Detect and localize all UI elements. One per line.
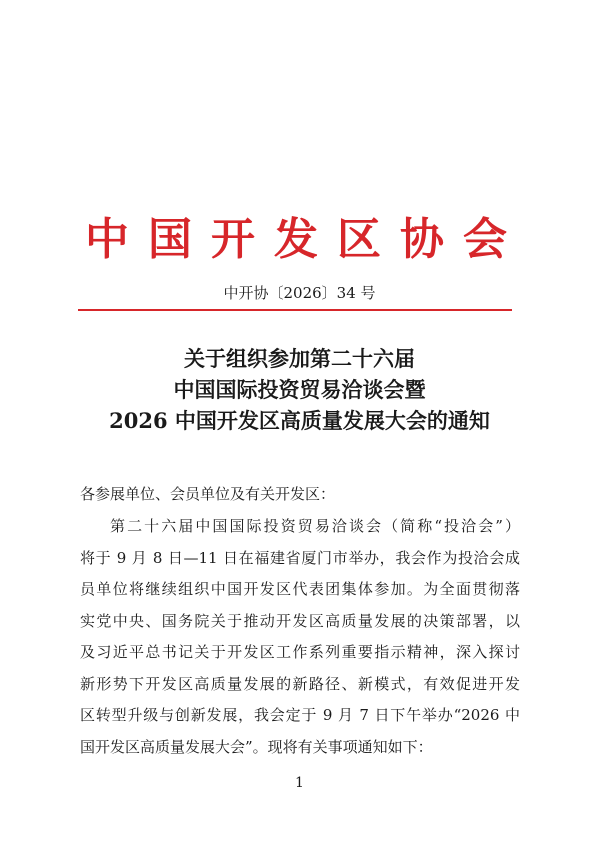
notice-title-line: 2026 中国开发区高质量发展大会的通知 — [109, 408, 490, 433]
paragraph-line: 将于 9 月 8 日—11 日在福建省厦门市举办，我会作为投洽会成 — [80, 548, 520, 567]
notice-title-line: 中国国际投资贸易洽谈会暨 — [173, 377, 426, 402]
paragraph-line: 员单位将继续组织中国开发区代表团集体参加。为全面贯彻落 — [80, 580, 520, 598]
paragraph-line: 新形势下开发区高质量发展的新路径、新模式，有效促进开发 — [80, 674, 520, 693]
organization-header: 中国开发区协会 — [85, 214, 526, 265]
page-number: 1 — [295, 775, 304, 791]
paragraph-line: 区转型升级与创新发展，我会定于 9 月 7 日下午举办“2026 中 — [80, 706, 520, 724]
document-number: 中开协〔2026〕34 号 — [223, 284, 376, 302]
paragraph-line: 及习近平总书记关于开发区工作系列重要指示精神，深入探讨 — [80, 643, 520, 661]
body-paragraph — [80, 511, 520, 763]
notice-title-line: 关于组织参加第二十六届 — [184, 346, 415, 371]
notice-title — [0, 343, 599, 436]
paragraph-line: 国开发区高质量发展大会”。现将有关事项通知如下： — [80, 737, 433, 756]
paragraph-line: 实党中央、国务院关于推动开发区高质量发展的决策部署，以 — [80, 611, 520, 630]
red-divider-line — [78, 309, 512, 311]
paragraph-line: 第二十六届中国国际投资贸易洽谈会（简称“投洽会”） — [110, 517, 520, 535]
salutation: 各参展单位、会员单位及有关开发区： — [80, 485, 336, 503]
